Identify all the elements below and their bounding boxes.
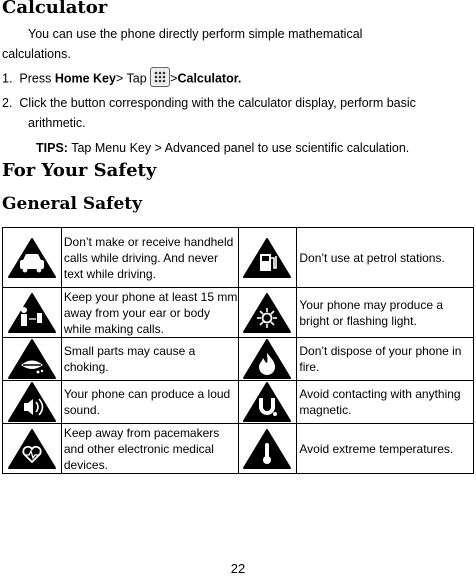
fire-icon: [242, 338, 292, 380]
thermometer-icon: [242, 428, 292, 470]
tips-label: TIPS:: [36, 141, 68, 155]
right-icon-cell: [238, 228, 297, 288]
fuel-pump-icon: [242, 237, 292, 279]
intro-line-2: calculations.: [2, 47, 71, 61]
safety-table: [2, 227, 474, 474]
distance-icon: [7, 292, 57, 334]
left-warning-text: Small parts may cause a choking.: [61, 338, 238, 381]
right-warning-text: Avoid contacting with anything magnetic.: [297, 381, 474, 424]
right-icon-cell: [238, 288, 297, 338]
pacemaker-icon: [7, 428, 57, 470]
loud-sound-icon: [7, 381, 57, 423]
left-warning-text: Don’t make or receive handheld calls while driving. And never text while driving.: [61, 228, 238, 288]
left-warning-text: Your phone can produce a loud sound.: [61, 381, 238, 424]
safety-row: [3, 228, 474, 288]
step-1: [2, 69, 241, 89]
tips: [36, 140, 409, 156]
right-icon-cell: [238, 338, 297, 381]
step-2-cont: arithmetic.: [28, 116, 86, 130]
step-1-number: 1.: [2, 71, 13, 86]
safety-row: [3, 288, 474, 338]
safety-title: For Your Safety: [2, 160, 157, 181]
left-icon-cell: [3, 338, 62, 381]
right-icon-cell: [238, 424, 297, 474]
left-icon-cell: [3, 228, 62, 288]
page-number: 22: [230, 561, 246, 576]
safety-row: [3, 424, 474, 474]
magnet-icon: [242, 381, 292, 423]
step-1-text-c: > Tap: [115, 71, 151, 86]
step-1-text-a: Press: [19, 71, 55, 86]
right-warning-text: Your phone may produce a bright or flashing light.: [297, 288, 474, 338]
left-warning-text: Keep your phone at least 15 mm away from your ear or body while making calls.: [61, 288, 238, 338]
step-1-home-key: Home Key: [54, 71, 116, 86]
left-icon-cell: [3, 381, 62, 424]
step-1-text-d: >: [170, 71, 178, 86]
step-1-calculator: Calculator.: [177, 71, 242, 86]
right-warning-text: Don’t dispose of your phone in fire.: [297, 338, 474, 381]
safety-row: [3, 381, 474, 424]
car-icon: [7, 237, 57, 279]
step-2-number: 2.: [2, 96, 13, 110]
right-warning-text: Avoid extreme temperatures.: [297, 424, 474, 474]
bright-light-icon: [242, 292, 292, 334]
choking-icon: [7, 338, 57, 380]
right-warning-text: Don’t use at petrol stations.: [297, 228, 474, 288]
calculator-title: Calculator: [2, 0, 108, 18]
step-2-text-a: Click the button corresponding with the calculator display, perform basic: [19, 96, 416, 110]
safety-row: [3, 338, 474, 381]
left-icon-cell: [3, 424, 62, 474]
general-safety-subtitle: General Safety: [2, 194, 143, 214]
apps-menu-icon: [150, 67, 170, 87]
tips-text: Tap Menu Key > Advanced panel to use scientific calculation.: [67, 141, 410, 155]
left-warning-text: Keep away from pacemakers and other electronic medical devices.: [61, 424, 238, 474]
left-icon-cell: [3, 288, 62, 338]
right-icon-cell: [238, 381, 297, 424]
step-2: [2, 95, 416, 111]
intro-line-1: You can use the phone directly perform simple mathematical: [28, 27, 363, 41]
